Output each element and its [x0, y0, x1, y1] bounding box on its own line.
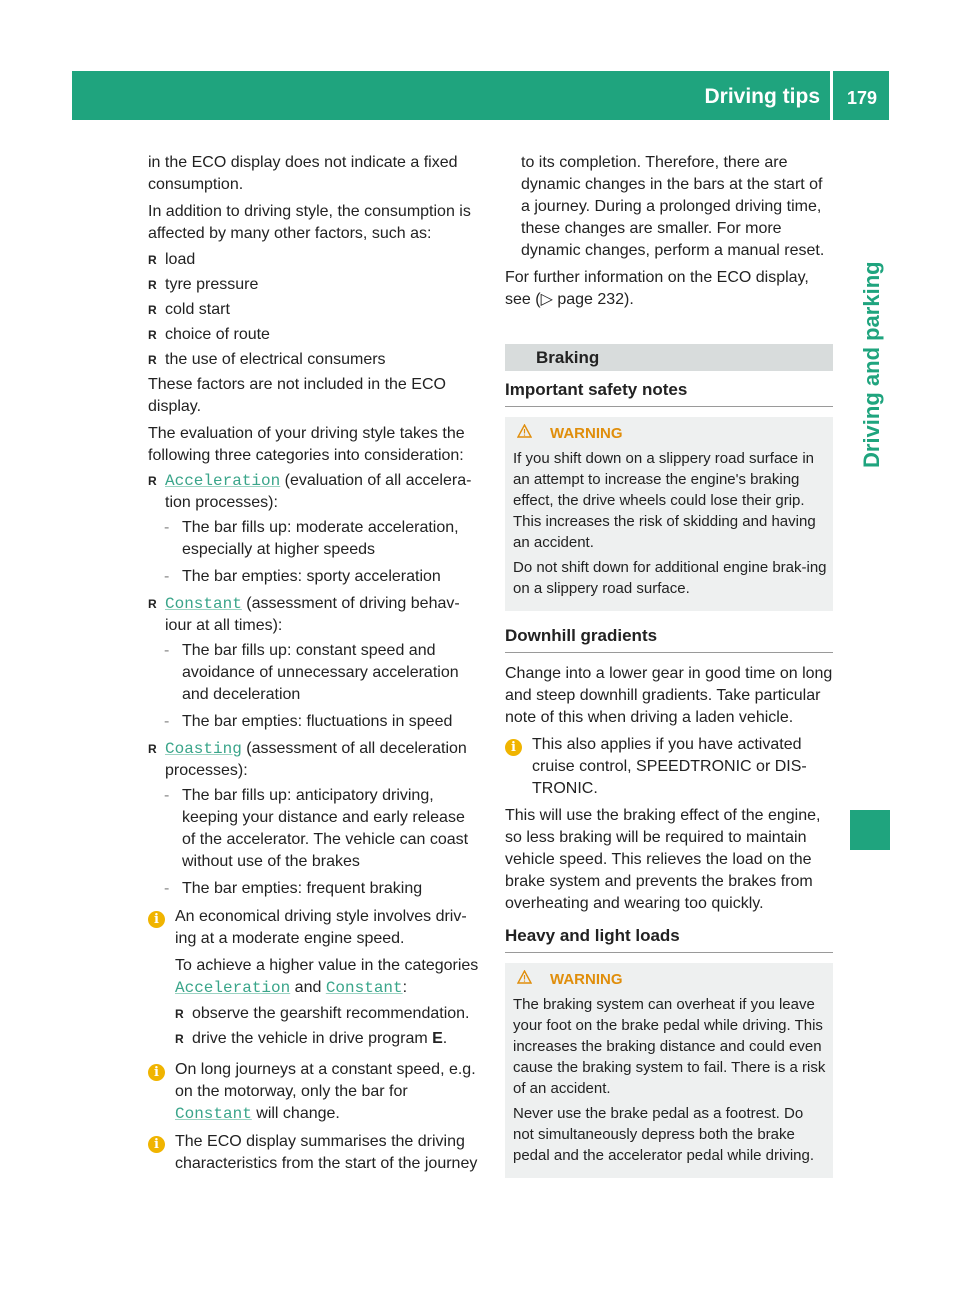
- list-item: R drive the vehicle in drive program E.: [175, 1028, 481, 1050]
- header-separator: [830, 71, 833, 120]
- bullet-icon: R: [148, 474, 157, 488]
- paragraph: For further information on the ECO display, see (▷ page 232).: [505, 269, 809, 308]
- list-item: R choice of route: [148, 324, 481, 346]
- info-note: i On long journeys at a constant speed, e.g. on the motorway, only the bar for Constant will change.: [148, 1059, 481, 1125]
- bullet-icon: R: [148, 328, 157, 342]
- subheading-loads: Heavy and light loads: [505, 925, 833, 953]
- display-term-coasting: Coasting: [165, 740, 242, 758]
- sub-item: - The bar empties: fluctuations in speed: [164, 713, 453, 730]
- paragraph: These factors are not included in the ECO display.: [148, 376, 446, 415]
- sub-item: - The bar fills up: constant speed and avoidance of unnecessary acceleration and deceleration: [164, 642, 459, 703]
- bullet-icon: R: [148, 353, 157, 367]
- info-icon: i: [148, 911, 165, 928]
- category-coasting: R Coasting (assessment of all deceleration processes):: [148, 738, 481, 782]
- list-item: R observe the gearshift recommendation.: [175, 1003, 481, 1025]
- bullet-icon: R: [148, 597, 157, 611]
- category-constant: R Constant (assessment of driving behav-iour at all times):: [148, 593, 481, 637]
- paragraph: to its completion. Therefore, there are dynamic changes in the bars at the start of a journey. During a prolonged driving time, these changes are smaller. For more dynamic changes, perform a manual reset.: [521, 154, 825, 259]
- info-note: i The ECO display summarises the driving characteristics from the start of the journey: [148, 1131, 481, 1175]
- display-term-constant: Constant: [165, 595, 242, 613]
- display-term-acceleration: Acceleration: [165, 472, 281, 490]
- display-term-constant: Constant: [325, 979, 403, 997]
- warning-box: WARNING The braking system can overheat if you leave your foot on the brake pedal while driving. This increases the braking distance and could even cause the braking system to fail. There is a risk of an accident. Never use the brake pedal as a footrest. Do not simultaneously depress both the brake pedal and the accelerator pedal while driving.: [505, 963, 833, 1178]
- right-column: [505, 152, 833, 1192]
- bullet-icon: R: [148, 742, 157, 756]
- bullet-icon: R: [148, 278, 157, 292]
- warning-title: WARNING: [513, 969, 827, 990]
- section-heading-braking: Braking: [505, 344, 833, 371]
- sub-item: - The bar empties: sporty acceleration: [164, 568, 441, 585]
- side-marker-block: [850, 810, 890, 850]
- category-acceleration: R Acceleration (evaluation of all accelera-tion processes):: [148, 470, 481, 514]
- subheading-downhill: Downhill gradients: [505, 625, 833, 653]
- list-item: R cold start: [148, 299, 481, 321]
- bullet-icon: R: [148, 253, 157, 267]
- warning-box: WARNING If you shift down on a slippery road surface in an attempt to increase the engine's braking effect, the drive wheels could lose their grip. This increases the risk of skidding and having an accident. Do not shift down for additional engine brak-ing on a slippery road surface.: [505, 417, 833, 611]
- sub-item: - The bar empties: frequent braking: [164, 880, 423, 897]
- info-note: i An economical driving style involves driv-ing at a moderate engine speed. To achieve a higher value in the categories Acceleration and Constant: R observe the gearshift recommendation. R drive the vehicle in drive program E.: [148, 906, 481, 1053]
- list-item: R load: [148, 249, 481, 271]
- paragraph: in the ECO display does not indicate a fixed consumption.: [148, 154, 458, 193]
- bullet-icon: R: [175, 1032, 184, 1046]
- header-bar: [72, 71, 889, 120]
- subheading-safety-notes: Important safety notes: [505, 379, 833, 407]
- display-term-acceleration: Acceleration: [175, 979, 291, 997]
- side-chapter-label: Driving and parking: [859, 261, 884, 468]
- paragraph: This will use the braking effect of the engine, so less braking will be required to maintain vehicle speed. This relieves the load on the brake system and prevents the brakes from overheating and wearing too quickly.: [505, 807, 821, 912]
- bullet-icon: R: [148, 303, 157, 317]
- list-item: R the use of electrical consumers: [148, 349, 481, 371]
- page-number: 179: [846, 88, 878, 108]
- warning-triangle-icon: [513, 969, 550, 990]
- paragraph: In addition to driving style, the consumption is affected by many other factors, such as:: [148, 203, 471, 242]
- list-item: R tyre pressure: [148, 274, 481, 296]
- paragraph: The evaluation of your driving style takes the following three categories into consideration:: [148, 425, 465, 464]
- sub-item: - The bar fills up: moderate acceleration, especially at higher speeds: [164, 519, 459, 558]
- page-section-title: Driving tips: [704, 85, 820, 108]
- bullet-icon: R: [175, 1007, 184, 1021]
- info-icon: i: [505, 739, 522, 756]
- warning-triangle-icon: [513, 423, 550, 444]
- info-icon: i: [148, 1064, 165, 1081]
- info-icon: i: [148, 1136, 165, 1153]
- left-column: [148, 152, 481, 1180]
- side-chapter-tab: [852, 238, 892, 468]
- warning-title: WARNING: [513, 423, 827, 444]
- paragraph: Change into a lower gear in good time on long and steep downhill gradients. Take particular note of this when driving a laden vehicle.: [505, 665, 833, 726]
- display-term-constant: Constant: [175, 1105, 252, 1123]
- info-note: i This also applies if you have activated cruise control, SPEEDTRONIC or DIS-TRONIC.: [505, 734, 833, 800]
- sub-item: - The bar fills up: anticipatory driving, keeping your distance and early release of the accelerator. The vehicle can coast without use of the brakes: [164, 787, 469, 870]
